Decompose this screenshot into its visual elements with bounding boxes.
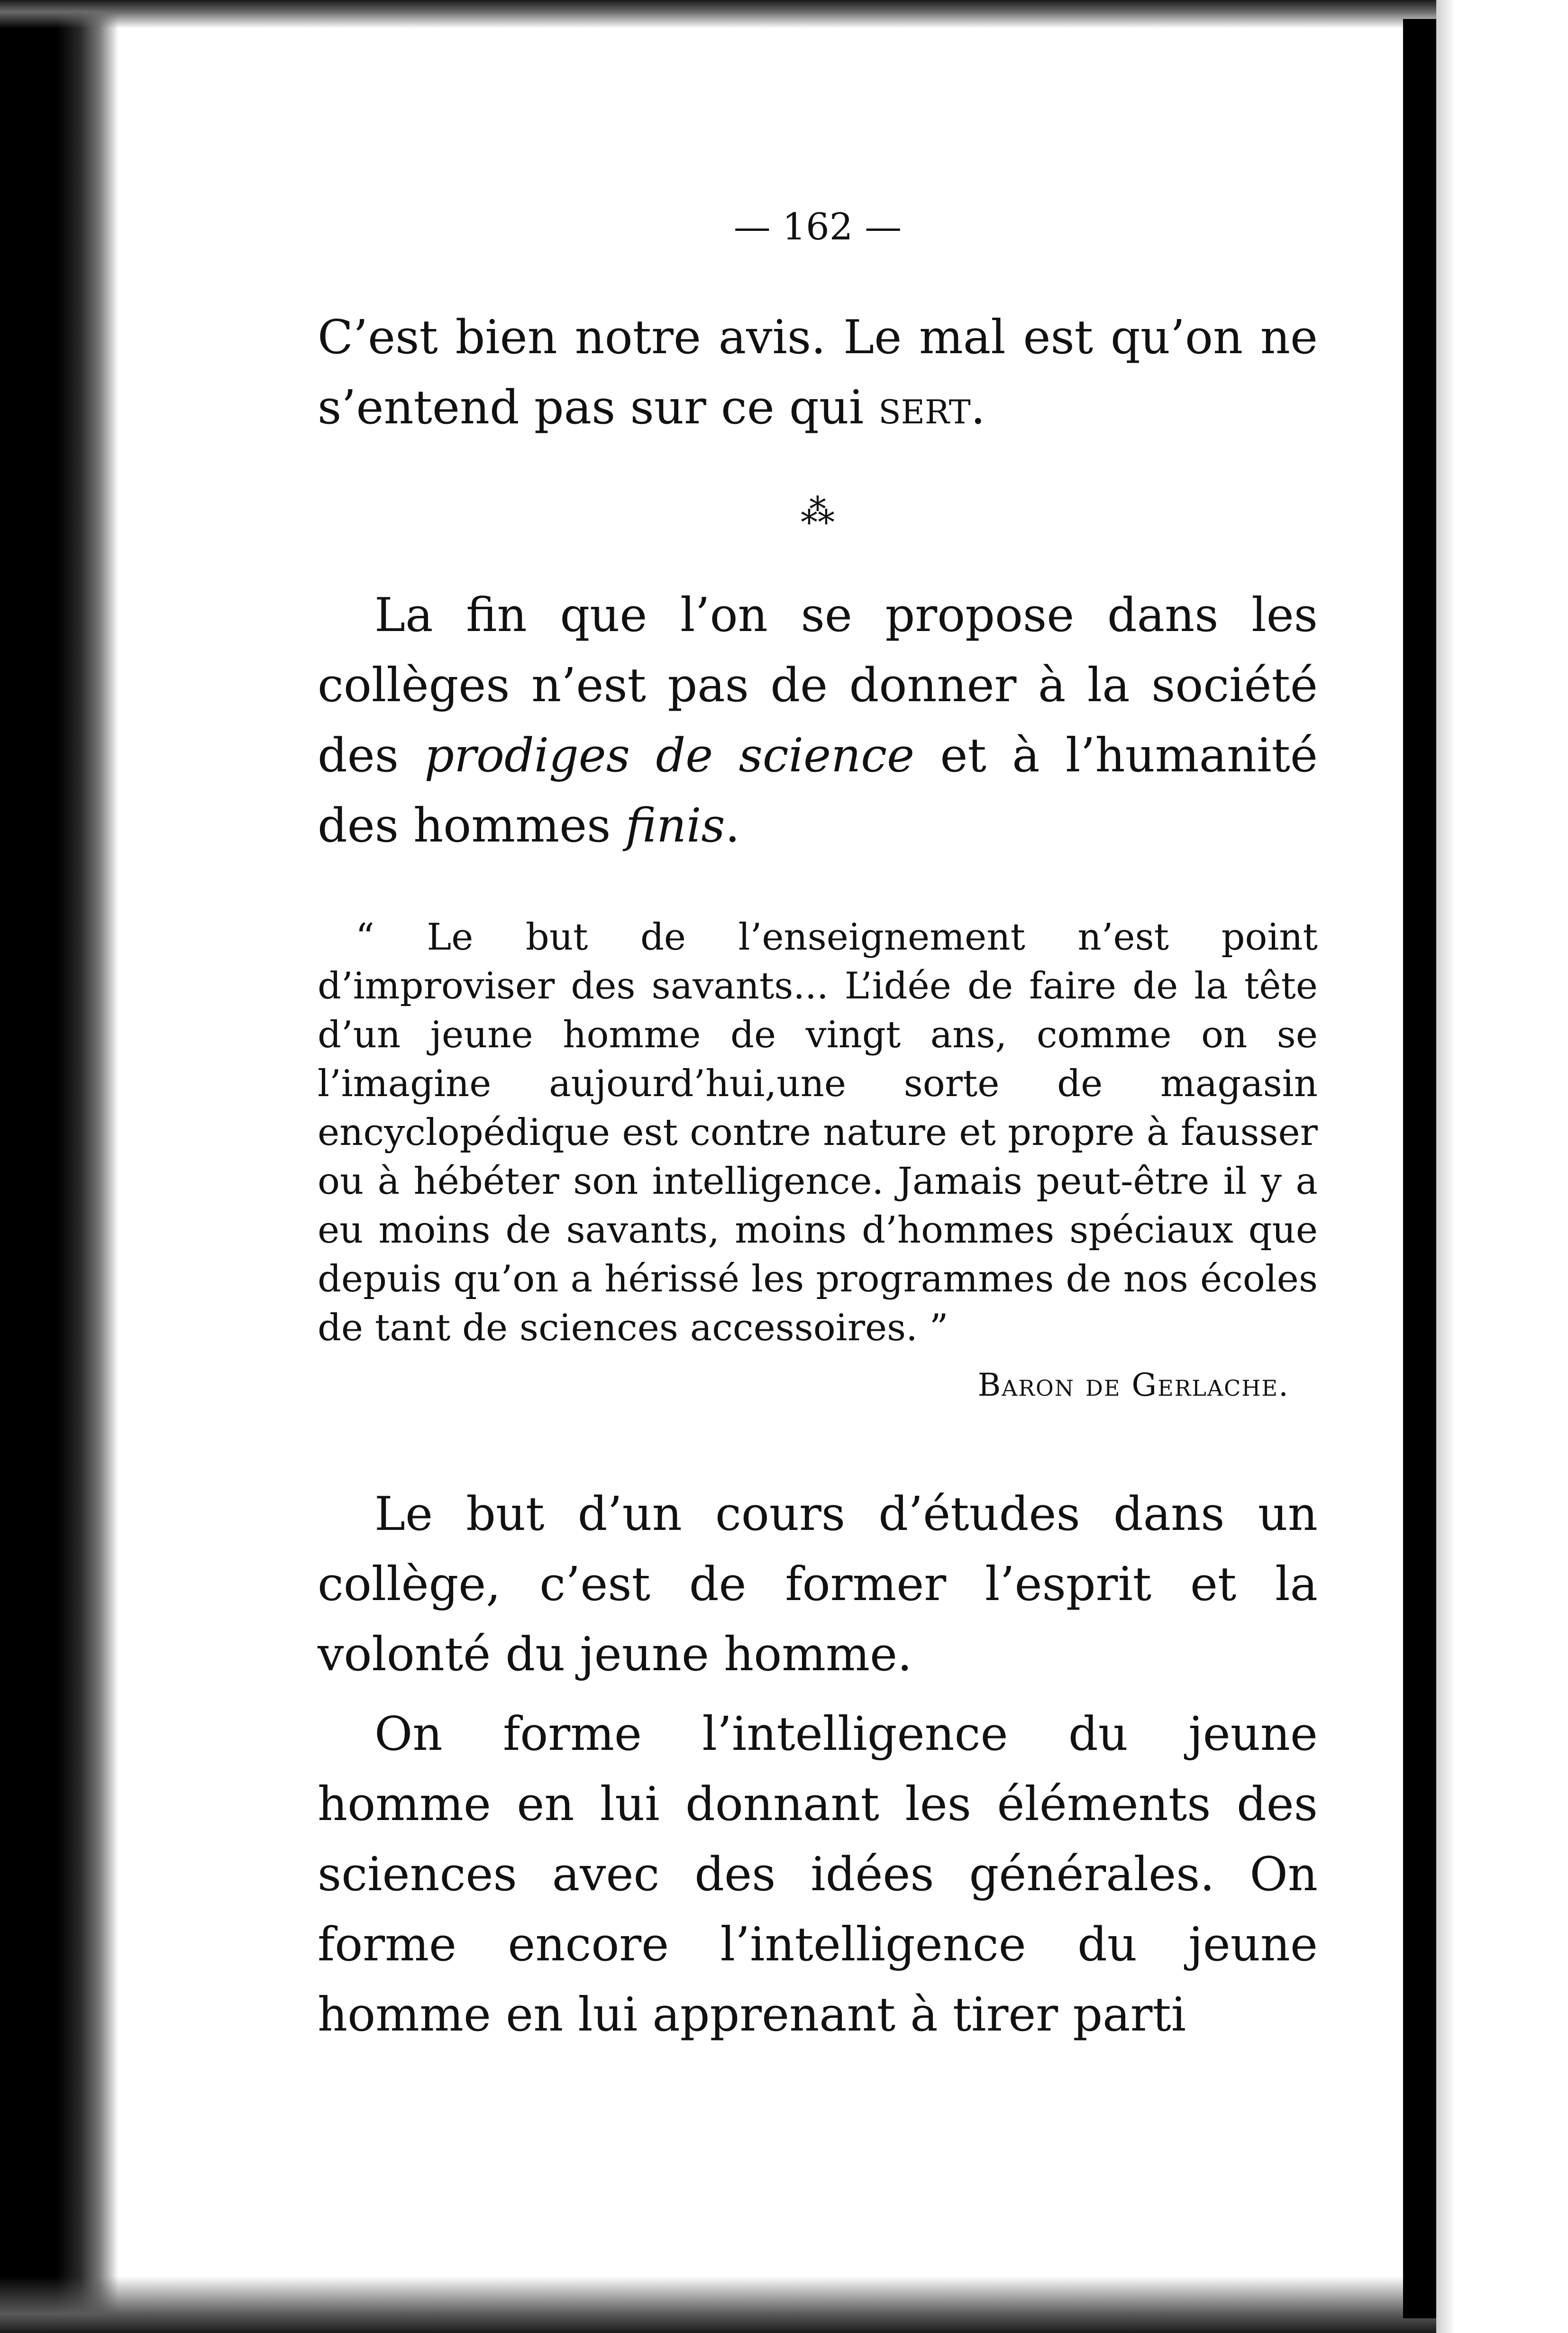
paragraph-1-emphasis: sert [878,381,971,435]
paragraph-1 [318,302,1318,443]
paragraph-2-italic2: finis [625,799,725,853]
paragraph-3: Le but d’un cours d’études dans un collège, c’est de former l’esprit et la volonté du jeune homme. [318,1487,1318,1682]
paragraph-2-italic1: prodiges de science [424,729,915,783]
scan-edge-top [0,0,1568,28]
scan-edge-right-bar [1403,19,1436,2318]
scan-edge-left [0,0,119,2333]
paragraph-2 [318,580,1318,861]
paragraph-2-part1: La fin que l’on se propose dans les collèges n’est pas de donner à la société des [318,588,1318,783]
paragraph-2-end: . [725,799,740,853]
paragraph-1-text: C’est bien notre avis. Le mal est qu’on ne s’entend pas sur ce qui [318,311,1318,435]
paragraph-4: On forme l’intelligence du jeune homme en lui donnant les éléments des sciences avec des idées générales. On forme encore l’intelligence du jeune homme en lui apprenant à tirer parti [318,1707,1318,2042]
block-quote: “ Le but de l’enseignement n’est point d’improviser des savants... L’idée de faire de la tête d’un jeune homme de vingt ans, comme on se l’imagine aujourd’hui,une sorte de magasin encyclopédique est contre nature et propre à fausser ou à hébéter son intelligence. Jamais peut-être il y a eu moins de savants, moins d’hommes spéciaux que depuis qu’on a hérissé les programmes de nos écoles de tant de sciences accessoires. ” [318,916,1318,1349]
book-page [318,206,1318,2050]
quote-attribution: Baron de Gerlache. [977,1367,1289,1403]
asterism: ⁂ [801,492,835,531]
page-number: — 162 — [733,206,902,248]
scan-edge-bottom [0,2276,1568,2333]
paragraph-1-end: . [970,381,985,435]
scan-edge-right-strip [1436,0,1568,2333]
paragraph-2-part2: et à l’humanité des hommes [318,729,1318,853]
